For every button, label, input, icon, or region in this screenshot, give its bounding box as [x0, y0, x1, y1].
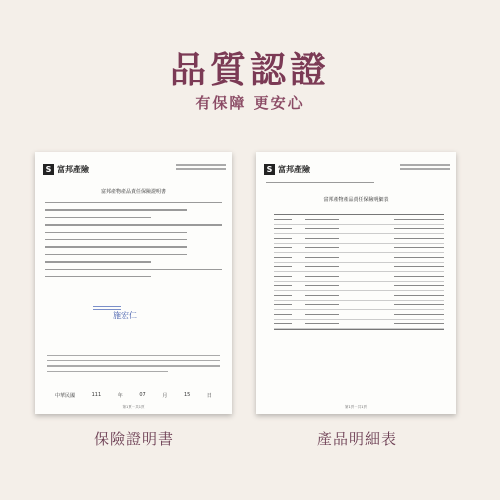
fubon-logo-icon: S	[43, 164, 54, 175]
fubon-logo-icon: S	[264, 164, 275, 175]
document-title: 富邦產物產品責任保險證明書	[100, 189, 166, 195]
product-detail-document	[256, 152, 456, 414]
product-table	[274, 214, 444, 330]
table-row	[274, 263, 444, 273]
table-row	[274, 301, 444, 311]
logo-name: 富邦產險	[57, 165, 89, 174]
header-lines	[266, 182, 446, 189]
insurance-certificate-document	[35, 152, 232, 414]
page-number: 第1頁－共1頁	[122, 405, 145, 409]
document-title: 富邦產物產品責任保險明細表	[323, 197, 389, 203]
table-row	[274, 282, 444, 292]
header-info-lines	[400, 164, 450, 172]
table-row	[274, 272, 444, 282]
table-row	[274, 291, 444, 301]
header-info-lines	[176, 164, 226, 172]
table-row	[274, 253, 444, 263]
logo-name: 富邦產險	[278, 165, 310, 174]
signature-stamp: 施宏仁	[113, 311, 137, 320]
certificate-body-lines	[45, 202, 222, 283]
table-row	[274, 234, 444, 244]
table-row	[274, 244, 444, 254]
table-row	[274, 225, 444, 235]
fubon-logo	[264, 164, 310, 175]
product-detail-caption: 產品明細表	[316, 430, 397, 448]
page-number: 第1頁－共1頁	[345, 405, 367, 409]
page-subtitle: 有保障 更安心	[195, 94, 305, 112]
table-row	[274, 320, 444, 330]
insurance-certificate-caption: 保險證明書	[93, 430, 174, 448]
table-row	[274, 215, 444, 225]
issue-date: 中華民國 111 年 07 月 15 日	[55, 392, 212, 399]
page-title: 品質認證	[169, 49, 330, 91]
certificate-notes	[47, 355, 220, 376]
fubon-logo	[43, 164, 89, 175]
table-row	[274, 310, 444, 320]
